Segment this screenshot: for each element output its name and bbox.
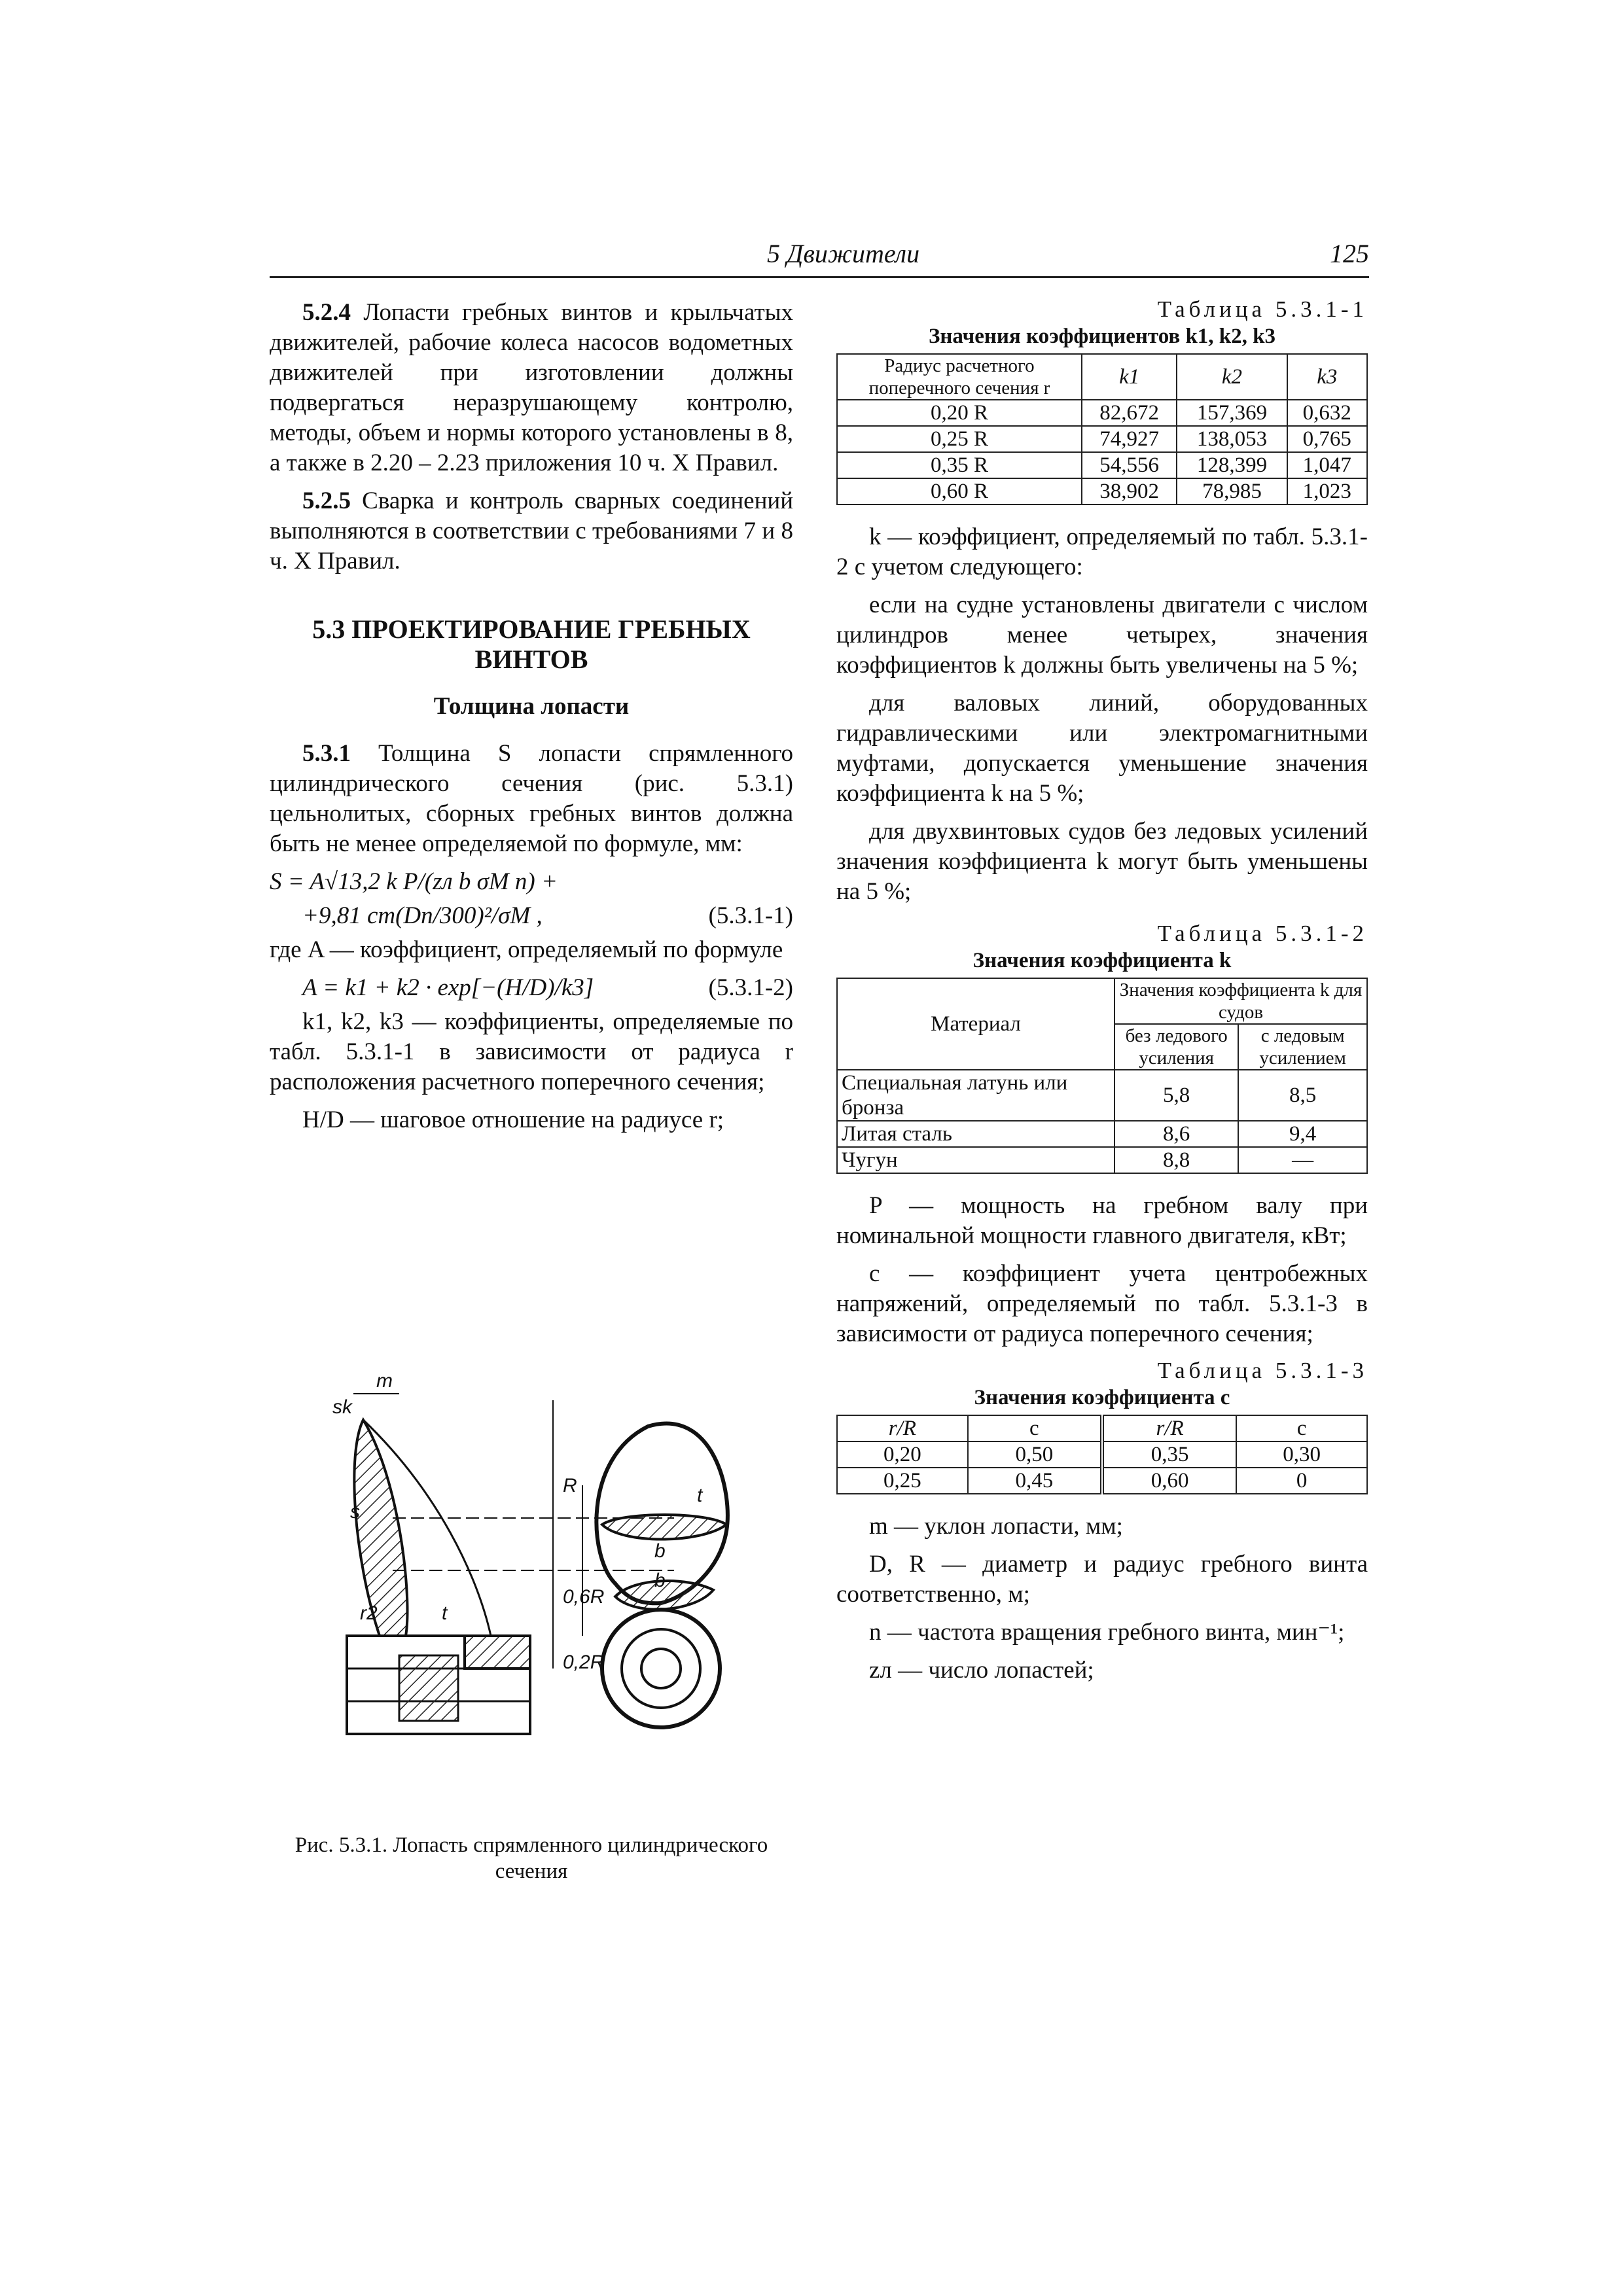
propeller-blade-drawing — [308, 1361, 779, 1780]
label-m: m — [376, 1370, 393, 1392]
definition-P: P — мощность на гребном валу при номинальной мощности главного двигателя, кВт; — [836, 1192, 1368, 1249]
label-s: s — [350, 1501, 360, 1523]
formula-5-3-1-2: A = k1 + k2 · exp[−(H/D)/k3] (5.3.1-2) — [302, 974, 793, 1001]
table-row: 0,35 R 54,556 128,399 1,047 — [837, 452, 1367, 478]
paragraph-5-2-4: 5.2.4 Лопасти гребных винтов и крыльчатых движителей, рабочие колеса насосов водометных движителей при изготовлении должны подвергаться неразрушающему контролю, методы, объем и нормы которого установлены в 8, а также в 2.20 – 2.23 приложения 10 ч. X Правил. — [270, 299, 793, 476]
left-column — [270, 298, 793, 1143]
table-5-3-1-2: Материал Значения коэффициента k для судов без ледового усиления с ледовым усилением Специальная латунь или бронза 5,8 8,5 Литая сталь 8,6 9,4 Чугун 8,8 — — [836, 978, 1368, 1174]
table-row: Специальная латунь или бронза 5,8 8,5 — [837, 1070, 1367, 1121]
condition-2: для валовых линий, оборудованных гидравлическими или электромагнитными муфтами, допускается уменьшение значения коэффициента k на 5 %; — [836, 690, 1368, 807]
formula-5-3-1-1-line1: S = A√13,2 k P/(zл b σМ n) + — [270, 868, 558, 895]
label-sk: sk — [332, 1396, 352, 1418]
table-5-3-1-3-title: Значения коэффициента c — [974, 1386, 1230, 1409]
label-06R: 0,6R — [563, 1586, 605, 1608]
definition-k: k — коэффициент, определяемый по табл. 5.3.1-2 с учетом следующего: — [836, 523, 1368, 580]
label-R: R — [563, 1475, 577, 1496]
table-row: Литая сталь 8,6 9,4 — [837, 1121, 1367, 1147]
table-row: 0,25 0,45 0,60 0 — [837, 1468, 1367, 1494]
label-r2: r2 — [360, 1602, 378, 1624]
table-5-3-1-2-title: Значения коэффициента k — [972, 949, 1232, 972]
definition-DR: D, R — диаметр и радиус гребного винта соответственно, м; — [836, 1551, 1368, 1608]
table-row: 0,20 R 82,672 157,369 0,632 — [837, 400, 1367, 426]
label-02R: 0,2R — [563, 1651, 605, 1673]
table-row: 0,25 R 74,927 138,053 0,765 — [837, 426, 1367, 452]
table-5-3-1-2-caption: Таблица 5.3.1-2 — [1157, 921, 1368, 946]
table-5-3-1-1-caption: Таблица 5.3.1-1 — [1157, 296, 1368, 322]
table-row: 0,60 R 38,902 78,985 1,023 — [837, 478, 1367, 504]
table-5-3-1-3-caption: Таблица 5.3.1-3 — [1157, 1358, 1368, 1383]
running-title: 5 Движители — [767, 239, 920, 268]
table-row: Чугун 8,8 — — [837, 1147, 1367, 1173]
figure-caption: Рис. 5.3.1. Лопасть спрямленного цилиндрического сечения — [294, 1833, 768, 1883]
paragraph-5-2-5: 5.2.5 Сварка и контроль сварных соединений выполняются в соответствии с требованиями 7 и 8 ч. X Правил. — [270, 487, 793, 574]
where-A-text: где A — коэффициент, определяемый по формуле — [270, 936, 783, 963]
section-heading: 5.3 ПРОЕКТИРОВАНИЕ ГРЕБНЫХ ВИНТОВ — [312, 614, 751, 674]
definition-n: n — частота вращения гребного винта, мин⁻¹; — [869, 1619, 1345, 1646]
page-number: 125 — [1330, 239, 1369, 268]
right-column — [836, 296, 1368, 1693]
subsection-heading: Толщина лопасти — [433, 693, 630, 720]
table-5-3-1-3: r/R c r/R c 0,20 0,50 0,35 0,30 0,25 0,45 0,60 0 — [836, 1415, 1368, 1494]
table-5-3-1-1-title: Значения коэффициентов k1, k2, k3 — [929, 325, 1275, 348]
label-t: t — [442, 1602, 448, 1624]
condition-1: если на судне установлены двигатели с числом цилиндров менее четырех, значения коэффициентов k должны быть увеличены на 5 %; — [836, 592, 1368, 679]
label-t2: t — [697, 1485, 703, 1506]
label-b1: b — [654, 1540, 666, 1562]
paragraph-5-3-1: 5.3.1 Толщина S лопасти спрямленного цилиндрического сечения (рис. 5.3.1) цельнолитых, сборных гребных винтов должна быть не менее определяемой по формуле, мм: — [270, 740, 793, 857]
formula-5-3-1-1-line2: +9,81 cm(Dn/300)²/σМ , (5.3.1-1) — [302, 902, 793, 929]
condition-3: для двухвинтовых судов без ледовых усилений значения коэффициента k могут быть уменьшены на 5 %; — [836, 818, 1368, 905]
definition-z: zл — число лопастей; — [869, 1657, 1094, 1684]
page-header — [270, 237, 1369, 278]
table-row: 0,20 0,50 0,35 0,30 — [837, 1441, 1367, 1468]
label-b2: b — [654, 1570, 666, 1591]
table-5-3-1-1: Радиус расчетного поперечного сечения r k1 k2 k3 0,20 R 82,672 157,369 0,632 0,25 R 74,927 138,053 0,765 0,35 R 54,556 128,399 1,047 0,60 R 38,902 78,985 1,023 — [836, 353, 1368, 505]
definition-c: c — коэффициент учета центробежных напряжений, определяемый по табл. 5.3.1-3 в зависимости от радиуса поперечного сечения; — [836, 1260, 1368, 1347]
definition-HD: H/D — шаговое отношение на радиусе r; — [302, 1106, 724, 1133]
definition-k123: k1, k2, k3 — коэффициенты, определяемые по табл. 5.3.1-1 в зависимости от радиуса r расположения расчетного поперечного сечения; — [270, 1008, 793, 1095]
definition-m: m — уклон лопасти, мм; — [869, 1513, 1123, 1540]
